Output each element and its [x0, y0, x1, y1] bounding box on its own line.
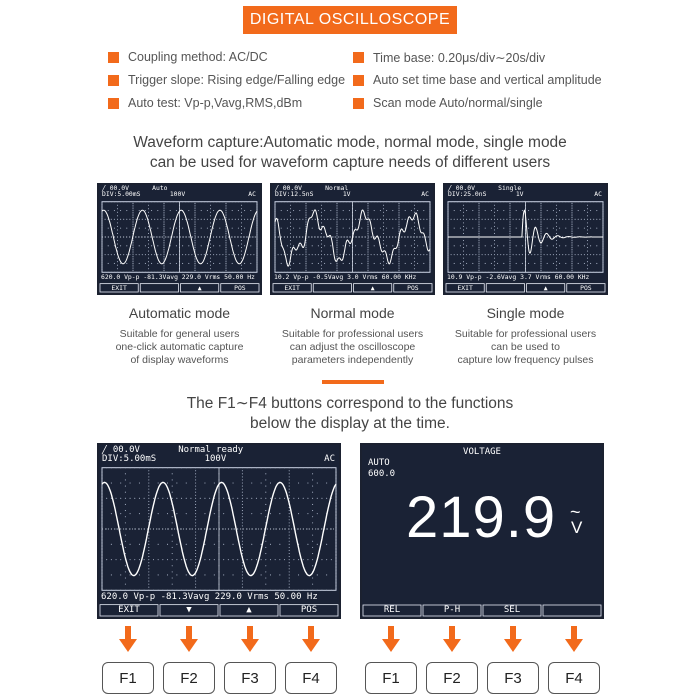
mode-title-single: Single mode: [486, 305, 565, 321]
bullet-icon: [108, 75, 119, 86]
mode-desc-auto: [97, 328, 262, 367]
measurement-readout: 620.0 Vp-p -81.3Vavg 229.0 Vrms 50.00 Hz: [101, 592, 318, 603]
voltmeter-unit: V: [571, 518, 583, 537]
section-divider: [322, 380, 384, 384]
down-arrow-icon: [119, 626, 137, 652]
volts-per-div: 1V: [342, 190, 351, 199]
coupling-label: AC: [324, 454, 335, 465]
f2-button[interactable]: F2: [163, 662, 215, 694]
scan-mode-label: Single: [498, 184, 522, 192]
f3-button[interactable]: F3: [224, 662, 276, 694]
bullet-icon: [108, 52, 119, 63]
voltmeter-range: 600.0: [368, 469, 396, 479]
softkey-label: ▲: [246, 604, 252, 615]
time-per-div: DIV:5.00mS: [102, 190, 141, 199]
screen-auto-mode: [97, 183, 262, 295]
down-arrow-icon: [382, 626, 400, 652]
trigger-level: ╱ 00.0V: [102, 445, 140, 455]
softkey-label: POS: [580, 283, 592, 292]
mode-desc-line: Suitable for general users: [119, 328, 240, 340]
trigger-level: ╱ 00.0V: [102, 184, 129, 192]
scan-mode-label: Normal: [325, 184, 349, 192]
bullet-icon: [353, 75, 364, 86]
f1-button[interactable]: F1: [365, 662, 417, 694]
mode-desc-line: Suitable for professional users: [454, 328, 597, 340]
softkey-label: EXIT: [118, 604, 140, 615]
mode-title-normal: Normal mode: [310, 305, 395, 321]
screen-normal-mode: [270, 183, 435, 295]
f-heading-line: The F1∼F4 buttons correspond to the functions: [186, 395, 514, 412]
bullet-icon: [353, 52, 364, 63]
mode-desc-line: parameters independently: [291, 354, 414, 366]
feature-scan-mode: [353, 96, 543, 110]
down-arrow-icon: [443, 626, 461, 652]
softkey-label: POS: [234, 283, 246, 292]
scope-display: [99, 445, 339, 617]
mode-desc-line: of display waveforms: [130, 354, 229, 366]
softkey-label: POS: [407, 283, 419, 292]
down-arrow-icon: [565, 626, 583, 652]
softkey-label: P-H: [443, 605, 461, 615]
mode-desc-line: can be used to: [491, 341, 560, 353]
feature-auto-test: [108, 96, 302, 110]
down-arrow-icon: [180, 626, 198, 652]
mode-desc-single: [443, 328, 608, 367]
feature-text: Scan mode Auto/normal/single: [373, 96, 543, 110]
arrow-row: [0, 624, 700, 656]
measurement-readout: 620.0 Vp-p -81.3Vavg 229.0 Vrms 50.00 Hz: [101, 274, 255, 282]
bullet-icon: [108, 98, 119, 109]
feature-text: Auto test: Vp-p,Vavg,RMS,dBm: [128, 96, 303, 110]
scan-mode-label: Normal ready: [178, 445, 244, 455]
f-heading-line: below the display at the time.: [250, 415, 450, 432]
feature-text: Time base: 0.20μs/div∼20s/div: [373, 51, 546, 65]
softkey-label: REL: [383, 605, 401, 615]
softkey-label: EXIT: [457, 283, 473, 292]
feature-auto-set: [353, 73, 602, 87]
trigger-level: ╱ 00.0V: [275, 184, 302, 192]
softkey-label: ▲: [197, 283, 202, 292]
mode-desc-line: one-click automatic capture: [115, 341, 244, 353]
ac-wave-icon: ~: [570, 502, 581, 522]
coupling-label: AC: [594, 190, 602, 199]
voltmeter-mode: AUTO: [368, 458, 390, 468]
trigger-level: ╱ 00.0V: [448, 184, 475, 192]
volts-per-div: 1V: [515, 190, 524, 199]
bullet-icon: [353, 98, 364, 109]
f4-button[interactable]: F4: [285, 662, 337, 694]
mode-desc-line: can adjust the oscilloscope: [289, 341, 416, 353]
voltmeter-title: VOLTAGE: [463, 447, 501, 457]
feature-text: Auto set time base and vertical amplitude: [373, 73, 602, 87]
voltmeter-reading: 219.9: [406, 485, 557, 550]
feature-text: Trigger slope: Rising edge/Falling edge: [128, 73, 346, 87]
f3-button[interactable]: F3: [487, 662, 539, 694]
feature-time-base: [353, 50, 545, 65]
f4-button[interactable]: F4: [548, 662, 600, 694]
feature-trigger: [108, 73, 345, 87]
softkey-label: EXIT: [111, 283, 127, 292]
f1-button[interactable]: F1: [102, 662, 154, 694]
softkey-frame: [543, 605, 601, 616]
coupling-label: AC: [248, 190, 256, 199]
softkey-label: ▼: [186, 604, 192, 615]
down-arrow-icon: [241, 626, 259, 652]
softkey-label: EXIT: [284, 283, 300, 292]
f2-button[interactable]: F2: [426, 662, 478, 694]
volts-per-div: 100V: [204, 454, 227, 465]
measurement-readout: 10.9 Vp-p -2.6Vavg 3.7 Vrms 60.00 KHz: [447, 274, 590, 282]
capture-heading: [0, 133, 700, 173]
banner: DIGITAL OSCILLOSCOPE: [243, 6, 457, 34]
softkey-label: ▲: [543, 283, 548, 292]
coupling-label: AC: [421, 190, 429, 199]
capture-heading-line: Waveform capture:Automatic mode, normal mode, single mode: [133, 134, 567, 151]
mode-desc-line: capture low frequency pulses: [457, 354, 594, 366]
feature-text: Coupling method: AC/DC: [128, 50, 268, 64]
mode-desc-line: Suitable for professional users: [281, 328, 424, 340]
f-buttons-heading: [0, 394, 700, 434]
voltmeter-screen: [360, 443, 604, 619]
time-per-div: DIV:25.0nS: [448, 190, 487, 199]
oscilloscope-screen: [97, 443, 341, 619]
softkey-label: SEL: [503, 605, 521, 615]
time-per-div: DIV:5.00mS: [102, 454, 157, 465]
softkey-label: ▲: [370, 283, 375, 292]
capture-heading-line: can be used for waveform capture needs of different users: [149, 154, 551, 171]
measurement-readout: 10.2 Vp-p -0.5Vavg 3.0 Vrms 60.00 KHz: [274, 274, 417, 282]
screen-single-mode: [443, 183, 608, 295]
time-per-div: DIV:12.5nS: [275, 190, 314, 199]
feature-coupling: [108, 50, 268, 64]
mode-desc-normal: [270, 328, 435, 367]
down-arrow-icon: [302, 626, 320, 652]
volts-per-div: 100V: [169, 190, 186, 199]
mode-title-auto: Automatic mode: [128, 305, 231, 321]
scan-mode-label: Auto: [152, 184, 168, 192]
softkey-label: POS: [300, 604, 318, 615]
down-arrow-icon: [504, 626, 522, 652]
